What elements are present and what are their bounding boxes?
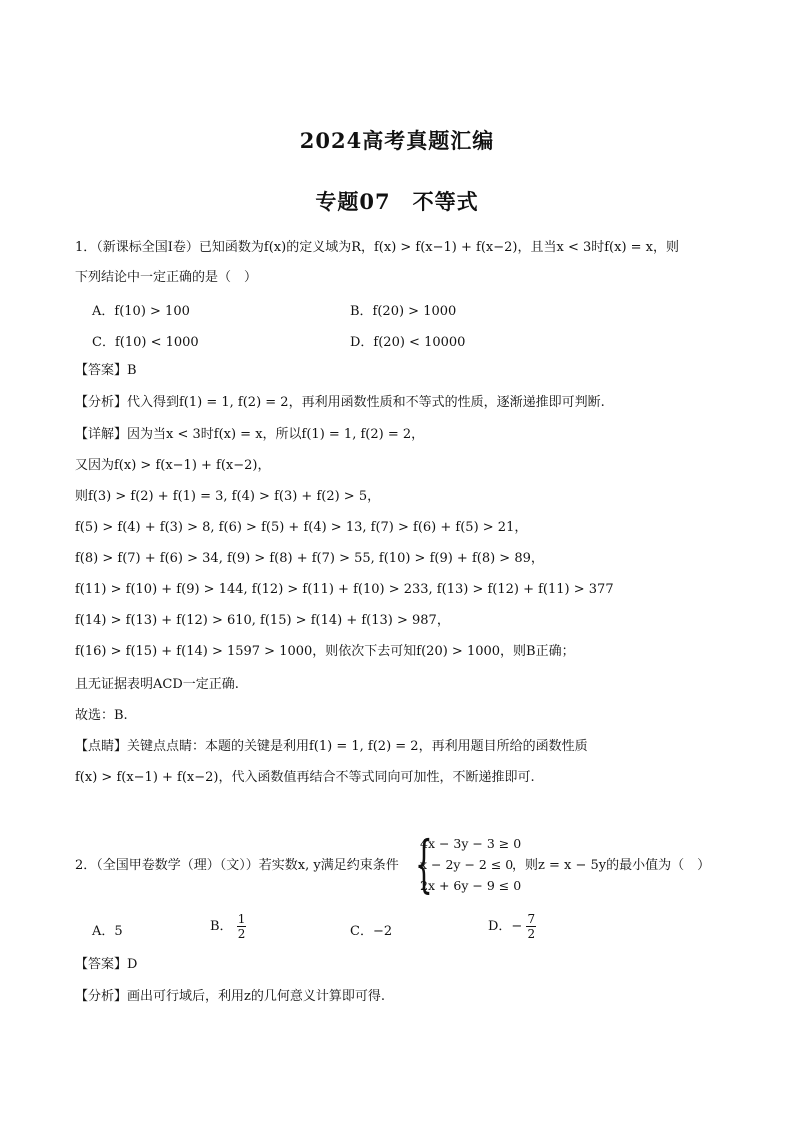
q1-detail-line-3: 则f(3) > f(2) + f(1) = 3, f(4) > f(3) + f(2) > 5， — [75, 489, 381, 504]
q1-comment-line-1: 【点睛】关键点点睛：本题的关键是利用f(1) = 1, f(2) = 2，再利用题目所给的函数性质 — [75, 739, 588, 754]
document-title: 2024高考真题汇编 — [299, 128, 495, 153]
q2-constraint-2: x − 2y − 2 ≤ 0 — [420, 857, 514, 872]
q1-detail-line-5: f(8) > f(7) + f(6) > 34, f(9) > f(8) + f(7) > 55, f(10) > f(9) + f(8) > 89， — [75, 551, 544, 566]
q2-option-b-fraction — [237, 912, 247, 941]
q2-option-d-label: D．− — [488, 919, 523, 934]
q1-stem-line-1: 1．（新课标全国Ⅰ卷）已知函数为f(x)的定义域为R，f(x) > f(x−1) + f(x−2)，且当x < 3时f(x) = x，则 — [75, 240, 680, 255]
q1-detail-line-8: f(16) > f(15) + f(14) > 1597 > 1000，则依次下去可知f(20) > 1000，则B正确； — [75, 644, 575, 659]
q1-option-c: C．f(10) < 1000 — [92, 335, 199, 350]
document-subtitle: 专题07 不等式 — [315, 189, 479, 214]
q2-option-d-denominator: 2 — [527, 927, 536, 941]
q2-option-d — [488, 912, 536, 941]
q2-constraint-3: 2x + 6y − 9 ≤ 0 — [420, 878, 522, 893]
q2-analysis: 【分析】画出可行域后，利用z的几何意义计算即可得. — [75, 989, 385, 1004]
q2-option-d-fraction — [526, 912, 536, 941]
q1-comment-line-2: f(x) > f(x−1) + f(x−2)，代入函数值再结合不等式同向可加性，不断递推即可. — [75, 770, 535, 785]
q1-detail-line-1: 【详解】因为当x < 3时f(x) = x，所以f(1) = 1, f(2) = 2， — [75, 427, 425, 442]
q1-detail-line-6: f(11) > f(10) + f(9) > 144, f(12) > f(11) + f(10) > 233, f(13) > f(12) + f(11) > 377 — [75, 582, 614, 597]
q2-option-d-numerator: 7 — [527, 912, 536, 926]
q1-detail-line-4: f(5) > f(4) + f(3) > 8, f(6) > f(5) + f(4) > 13, f(7) > f(6) + f(5) > 21， — [75, 520, 528, 535]
q2-answer: 【答案】D — [75, 957, 138, 972]
q2-stem-left: 2．（全国甲卷数学（理）（文））若实数x, y满足约束条件 — [75, 858, 399, 873]
q1-stem-line-2: 下列结论中一定正确的是（ ） — [75, 270, 258, 285]
q1-detail-line-7: f(14) > f(13) + f(12) > 610, f(15) > f(14) + f(13) > 987， — [75, 613, 450, 628]
q2-option-c: C．−2 — [350, 924, 393, 939]
q1-detail-line-9: 且无证据表明ACD一定正确. — [75, 677, 239, 692]
q2-constraint-system — [420, 833, 521, 896]
q2-option-b-denominator: 2 — [237, 927, 246, 941]
q1-detail-line-2: 又因为f(x) > f(x−1) + f(x−2)， — [75, 458, 271, 473]
q1-option-b: B．f(20) > 1000 — [350, 304, 457, 319]
q2-constraint-1: 4x − 3y − 3 ≥ 0 — [420, 836, 522, 851]
q1-option-a: A．f(10) > 100 — [92, 304, 190, 319]
q1-option-d: D．f(20) < 10000 — [350, 335, 466, 350]
q2-option-a: A．5 — [92, 924, 123, 939]
q2-option-b — [210, 912, 246, 941]
q2-stem-right: ，则z = x − 5y的最小值为（ ） — [512, 858, 711, 873]
constraint-brace: { — [415, 827, 433, 900]
q2-option-b-label: B． — [210, 919, 233, 934]
q1-detail-line-10: 故选：B. — [75, 708, 128, 723]
q1-answer: 【答案】B — [75, 363, 137, 378]
q2-option-b-numerator: 1 — [237, 912, 246, 926]
q1-analysis: 【分析】代入得到f(1) = 1, f(2) = 2，再利用函数性质和不等式的性质，逐渐递推即可判断. — [75, 395, 605, 410]
